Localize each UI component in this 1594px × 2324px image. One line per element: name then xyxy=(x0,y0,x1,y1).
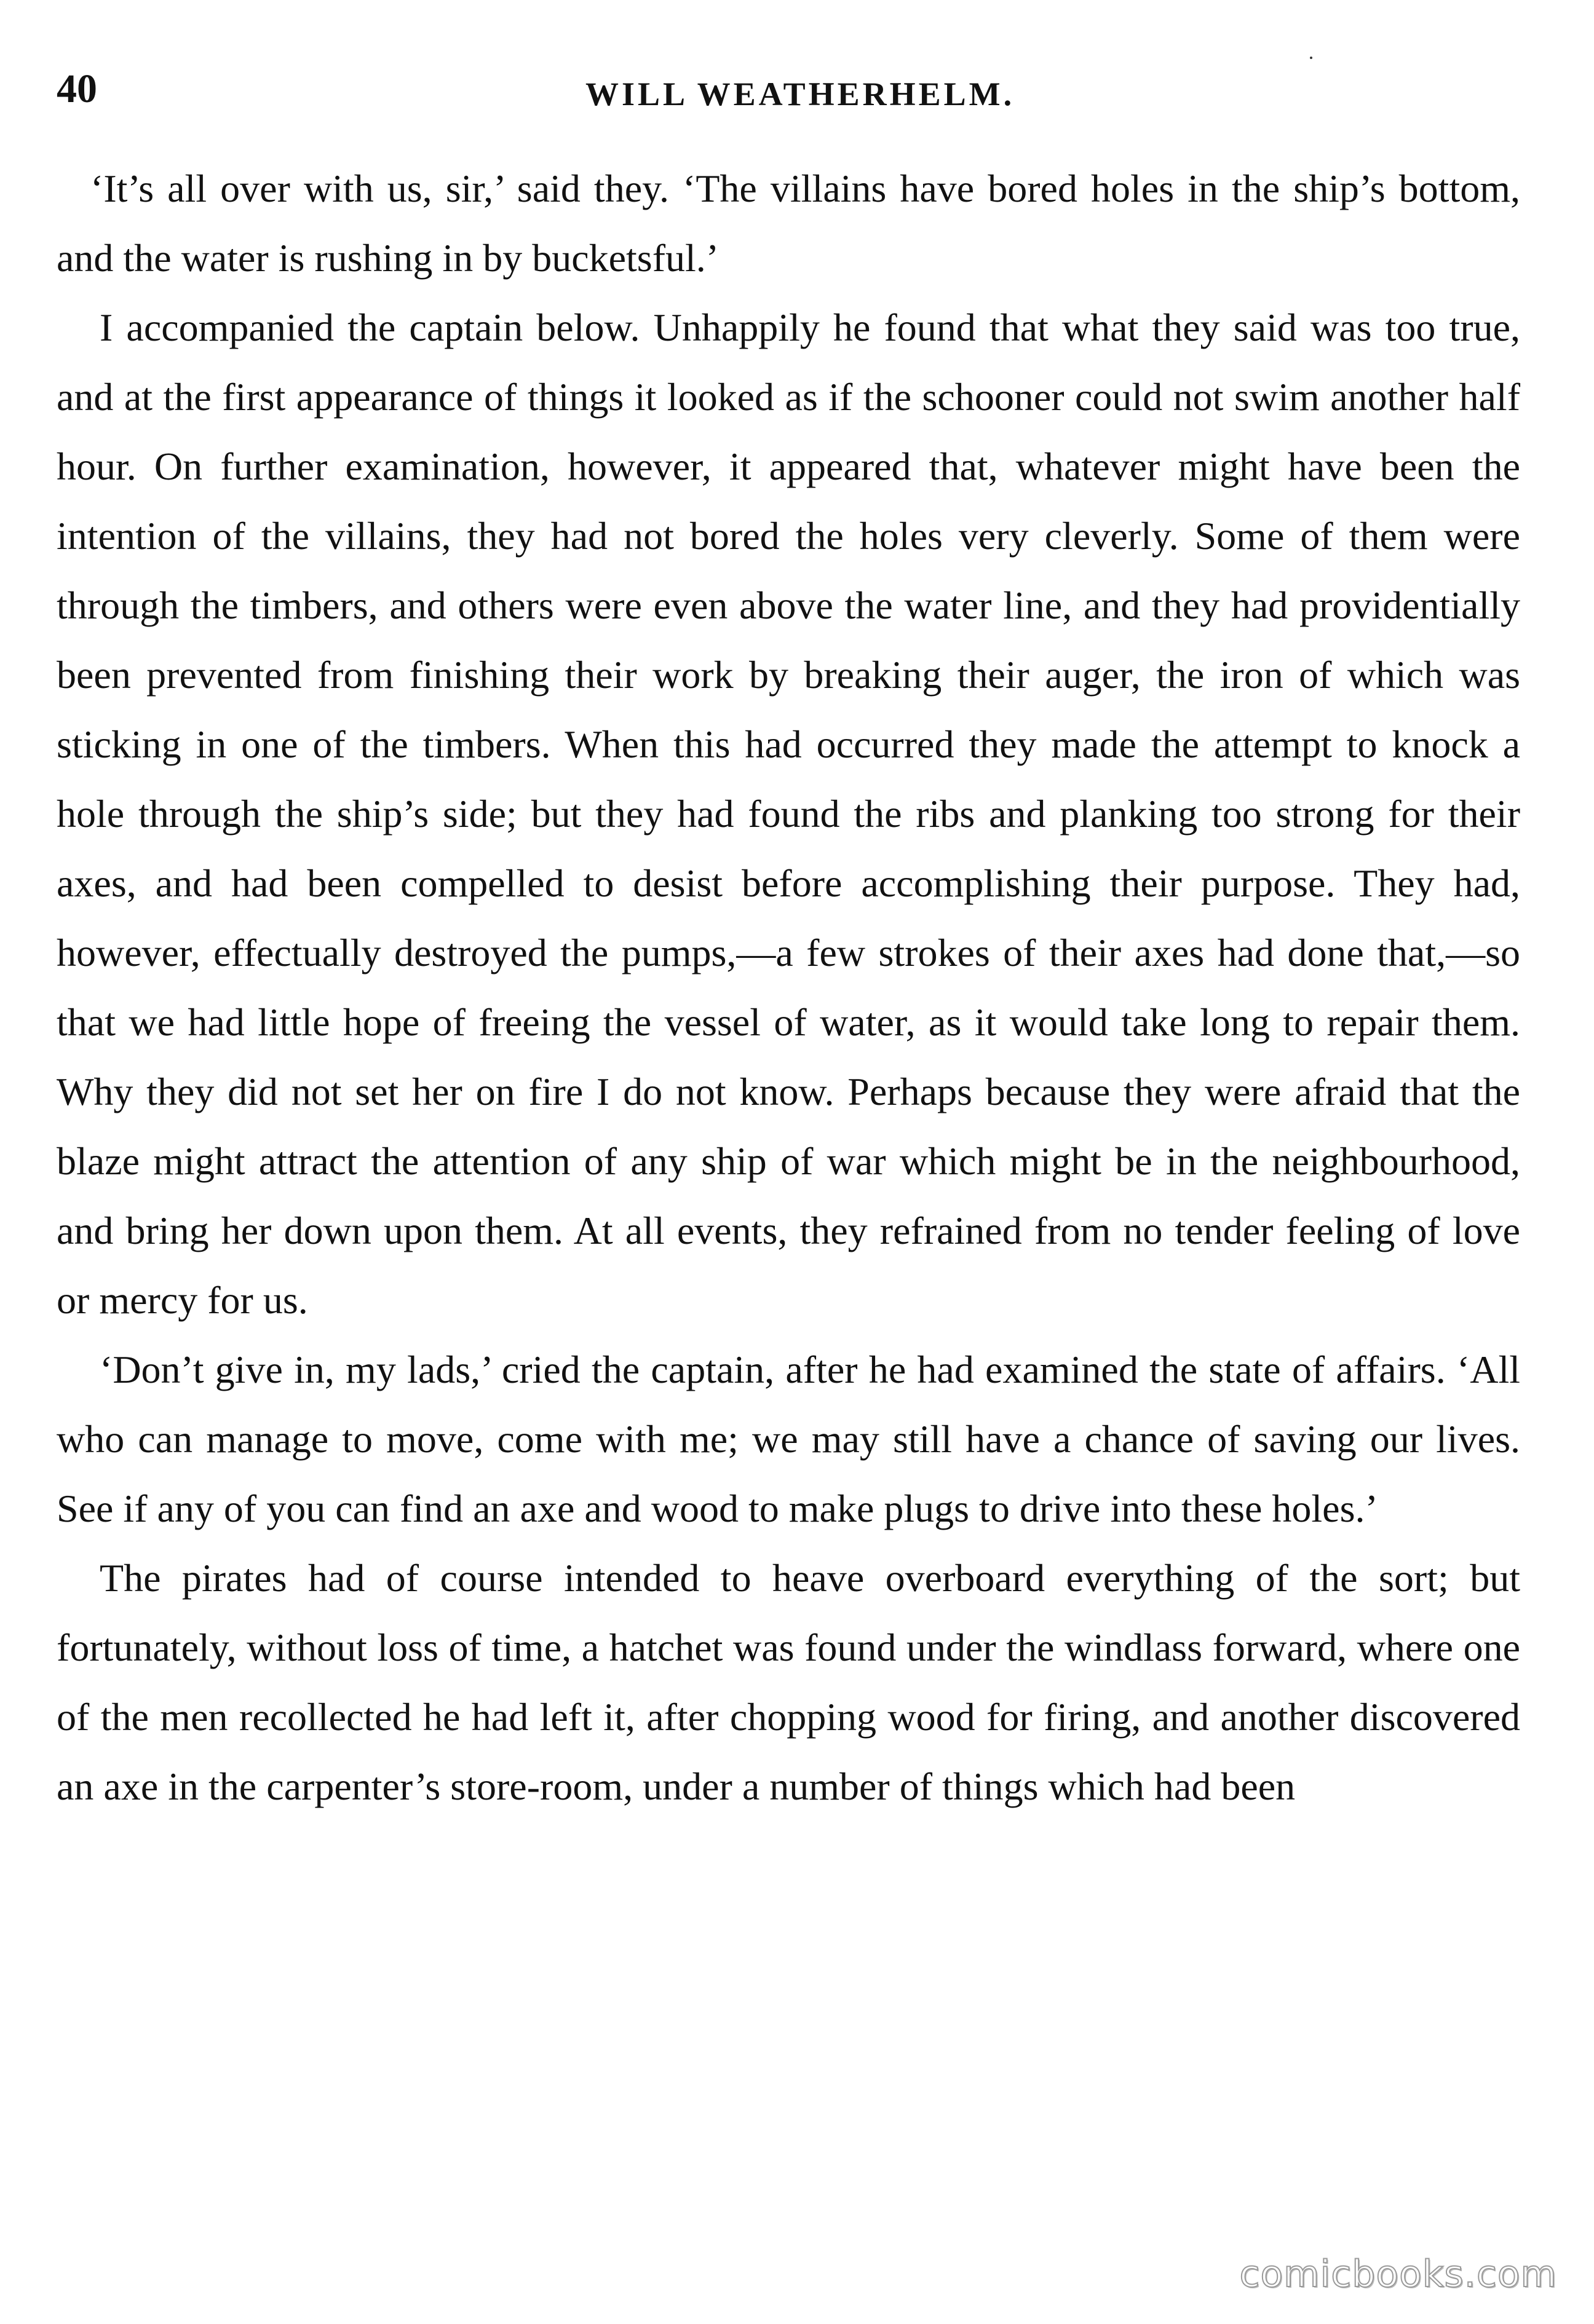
paragraph-4: The pirates had of course intended to heave overboard everything of the sort; but fortunately, without loss of time, a hatchet was found under the windlass forward, where one of the men recollected he had left it, after chopping wood for firing, and another discovered an axe in the carpenter’s store-room, under a number of things which had been xyxy=(57,1556,1520,1808)
paragraph-3: ‘Don’t give in, my lads,’ cried the captain, after he had examined the state of affairs. ‘All who can manage to move, come with me; we may still have a chance of saving our lives. See if any of you can find an axe and wood to make plugs to drive into these holes.’ xyxy=(57,1348,1520,1530)
body-text xyxy=(57,154,1520,1821)
paragraph-2: I accompanied the captain below. Unhappily he found that what they said was too true, and at the first appearance of things it looked as if the schooner could not swim another half hour. On further examination, however, it appeared that, whatever might have been the intention of the villains, they had not bored the holes very cleverly. Some of them were through the timbers, and others were even above the water line, and they had providentially been prevented from finishing their work by breaking their auger, the iron of which was sticking in one of the timbers. When this had occurred they made the attempt to knock a hole through the ship’s side; but they had found the ribs and planking too strong for their axes, and had been compelled to desist before accomplishing their purpose. They had, however, effectually destroyed the pumps,—a few strokes of their axes had done that,—so that we had little hope of freeing the vessel of water, as it would take long to repair them. Why they did not set her on fire I do not know. Perhaps because they were afraid that the blaze might attract the attention of any ship of war which might be in the neighbourhood, and bring her down upon them. At all events, they refrained from no tender feeling of love or mercy for us. xyxy=(57,306,1520,1322)
running-title: WILL WEATHERHELM. xyxy=(585,76,1015,113)
page-number: 40 xyxy=(57,66,97,111)
watermark: comicbooks.com xyxy=(1239,2253,1557,2296)
paragraph-1: ‘It’s all over with us, sir,’ said they. ‘The villains have bored holes in the ship’s bottom, and the water is rushing in by bucketsful.’ xyxy=(57,167,1520,280)
print-speck xyxy=(1310,57,1312,59)
page-header xyxy=(57,61,1520,117)
